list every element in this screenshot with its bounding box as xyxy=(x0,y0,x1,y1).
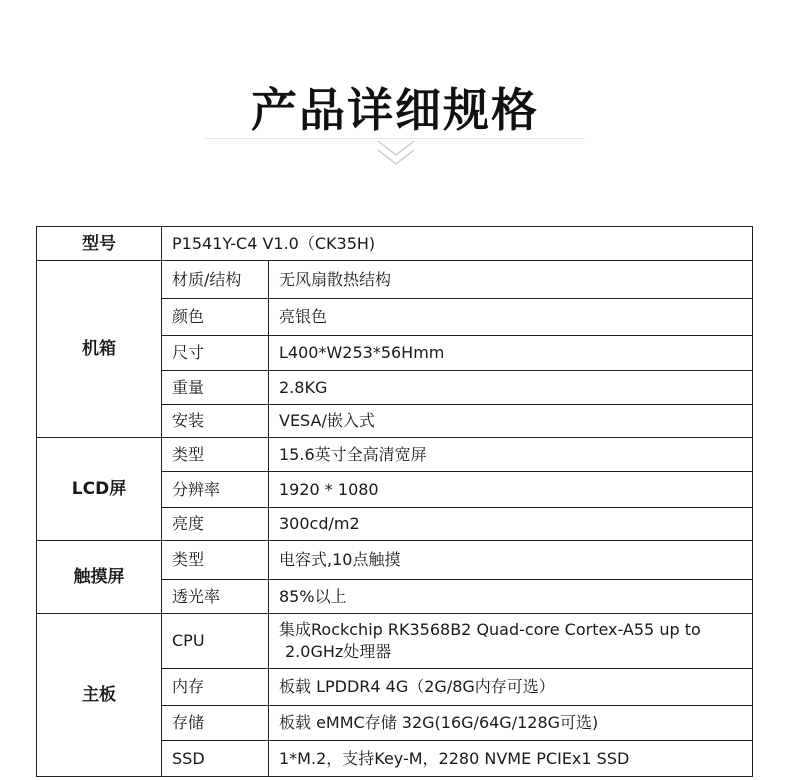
row-label: 存储 xyxy=(162,706,269,741)
row-label: 安装 xyxy=(162,405,269,438)
row-value: 1920 * 1080 xyxy=(269,472,753,508)
cpu-line-2: 2.0GHz处理器 xyxy=(285,642,392,661)
model-label: 型号 xyxy=(37,227,162,261)
row-label: 重量 xyxy=(162,371,269,405)
row-value: 15.6英寸全高清宽屏 xyxy=(269,438,753,472)
row-value: VESA/嵌入式 xyxy=(269,405,753,438)
row-label: CPU xyxy=(162,614,269,669)
group-lcd: LCD屏 xyxy=(37,438,162,541)
table-row xyxy=(37,541,753,580)
row-value: L400*W253*56Hmm xyxy=(269,336,753,371)
page-title: 产品详细规格 xyxy=(251,83,539,137)
spec-table xyxy=(36,226,753,777)
row-value: 85%以上 xyxy=(269,580,753,614)
row-value: 亮银色 xyxy=(269,299,753,336)
row-value: 300cd/m2 xyxy=(269,508,753,541)
group-touch: 触摸屏 xyxy=(37,541,162,614)
row-value: 2.8KG xyxy=(269,371,753,405)
table-row xyxy=(37,261,753,299)
cpu-line-1: 集成Rockchip RK3568B2 Quad-core Cortex-A55 up to xyxy=(279,620,701,639)
chevron-down-icon xyxy=(376,139,416,169)
row-value: 1*M.2，支持Key-M，2280 NVME PCIEx1 SSD xyxy=(269,741,753,777)
row-value: 板载 LPDDR4 4G（2G/8G内存可选） xyxy=(269,669,753,706)
row-value: 无风扇散热结构 xyxy=(269,261,753,299)
table-row xyxy=(37,614,753,669)
model-value: P1541Y-C4 V1.0（CK35H) xyxy=(162,227,753,261)
row-label: SSD xyxy=(162,741,269,777)
row-label: 内存 xyxy=(162,669,269,706)
row-label: 材质/结构 xyxy=(162,261,269,299)
row-label: 透光率 xyxy=(162,580,269,614)
row-value: 电容式,10点触摸 xyxy=(269,541,753,580)
group-chassis: 机箱 xyxy=(37,261,162,438)
row-label: 颜色 xyxy=(162,299,269,336)
group-mainboard: 主板 xyxy=(37,614,162,777)
row-value: 板载 eMMC存储 32G(16G/64G/128G可选) xyxy=(269,706,753,741)
row-label: 类型 xyxy=(162,438,269,472)
row-value xyxy=(269,614,753,669)
row-label: 分辨率 xyxy=(162,472,269,508)
table-row xyxy=(37,227,753,261)
table-row xyxy=(37,438,753,472)
row-label: 尺寸 xyxy=(162,336,269,371)
row-label: 亮度 xyxy=(162,508,269,541)
row-label: 类型 xyxy=(162,541,269,580)
